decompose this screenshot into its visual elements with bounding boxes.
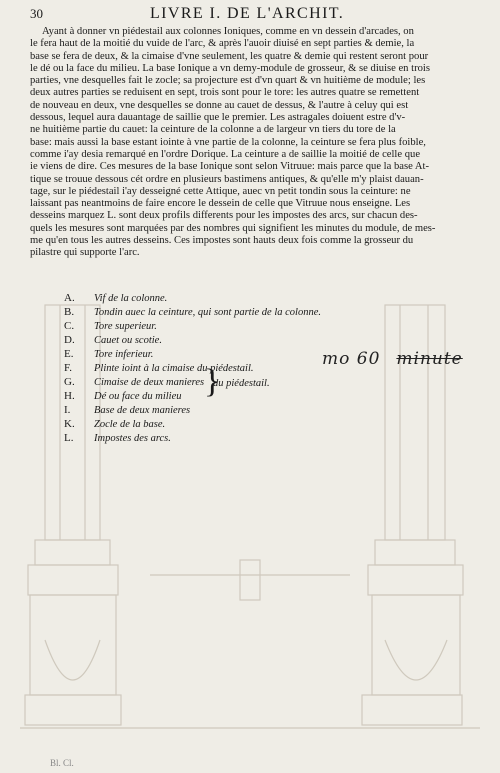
legend-desc: Zocle de la base. [94,419,166,430]
body-line: deux autres parties se reduisent en sept, trois sont pour le tore: les autres quatre se remettent [30,87,420,99]
body-line: de nouveau en deux, vne desquelles se donne au cauet de dessus, & l'autre à celuy qui est [30,99,409,111]
legend-desc: Tore superieur. [94,321,157,332]
brace-label: du piédestail. [213,378,270,389]
body-line: quels les mesures sont marquées par des nombres qui signifient les minutes du module, de mes- [30,222,436,234]
body-line: parties, vne desquelles fait le zocle; sa projecture est d'vn quart & vn huitième de module; les [30,75,426,87]
body-line: ne huitième partie du cauet: la ceinture de la colonne a de largeur vn tiers du tore de la [30,124,396,136]
body-line: le fera haut de la moitié du vuide de l'arc, & après l'auoir diuisé en sept parties & demie, la [30,38,415,50]
body-line: Ayant à donner vn piédestail aux colonnes Ioniques, comme en vn dessein d'arcades, on [42,26,414,37]
legend-item [64,316,157,330]
legend-item [64,428,171,442]
legend-desc: Tore inferieur. [94,349,154,360]
brace-symbol: } [204,363,221,400]
legend-desc: Vif de la colonne. [94,293,168,304]
body-line: pilastre qui supporte l'arc. [30,247,140,259]
legend-item [64,386,181,400]
legend-desc: Base de deux manieres [94,405,191,416]
legend-desc: Cauet ou scotie. [94,335,162,346]
right-column-shaft [385,305,445,540]
body-paragraph [30,26,490,260]
legend-item [64,414,165,428]
running-title: LIVRE I. DE L'ARCHIT. [150,5,345,22]
legend-letter: E. [64,348,74,360]
body-line: laissant pas neantmoins de faire encore le dessein de celle que Vitruue nous enseigne. Les [30,198,411,210]
legend-letter: B. [64,306,75,318]
page-number: 30 [30,6,43,21]
body-line: tique se trouue dessous cét ordre en plusieurs bastimens antiques, & qu'elle m'y plaist dauan- [30,173,424,185]
handwritten-annotation [322,349,463,369]
body-line: me qu'en tous les autres desseins. Ces impostes sont hauts deux fois comme la grosseur du [30,235,414,247]
legend-letter: L. [64,432,74,444]
legend-letter: I. [64,404,71,416]
legend-item [64,330,162,344]
body-line: ie viens de dire. Ces mesures de la base Ionique sont selon Vitruue: mais parce que la base At- [30,161,429,173]
legend-item [64,400,190,414]
body-line: base se fera de deux, & la cimaise d'vne seulement, les quatre & demie qui restent seront pour [30,50,429,62]
right-cornice [375,540,455,565]
legend-letter: K. [64,418,75,430]
legend-desc: Dé ou face du milieu [94,391,182,402]
legend-letter: C. [64,320,75,332]
legend-desc: Tondin auec la ceinture, qui sont partie de la colonne. [94,307,321,318]
legend-item [64,372,204,386]
handwritten-struck-word: minute [396,349,463,369]
legend-letter: D. [64,334,75,346]
legend-letter: F. [64,362,72,374]
legend-item [64,358,254,372]
left-plinth [25,695,121,725]
right-plinth [362,695,462,725]
handwritten-text: mo 60 [322,349,381,369]
body-line: le dé ou la face du milieu. La base Ionique a vn demy-module de grosseur, & se diuise en trois [30,62,430,74]
body-line: tage, sur le piédestail i'ay desseigné cette Attique, auec vn petit tondin sous la ceinture: ne [30,185,411,197]
body-line: desseins marquez L. sont deux profils differents pour les impostes des arcs, sur chacun des- [30,210,418,222]
legend-item [64,302,321,316]
legend-desc: Plinte ioint à la cimaise du piédestail. [94,363,254,374]
left-cornice [35,540,110,565]
footer-mark: Bl. Cl. [50,758,74,768]
body-line: comme i'ay desia remarqué en l'ordre Dorique. La ceinture a de saillie la moitié de celle que [30,148,421,160]
legend-letter: A. [64,292,75,304]
legend-item [64,288,167,302]
legend-letter: H. [64,390,75,402]
legend-item [64,344,153,358]
legend-letter: G. [64,376,75,388]
running-header [0,4,500,24]
legend-desc: Cimaise de deux manieres [94,377,205,388]
body-line: base: mais aussi la base estant iointe à vne partie de la colonne, la ceinture se fera plus foible, [30,136,426,148]
legend-desc: Impostes des arcs. [94,433,171,444]
body-line: dessous, lequel aura dauantage de saillie que le premier. Les astragales doiuent estre d'v- [30,112,406,124]
